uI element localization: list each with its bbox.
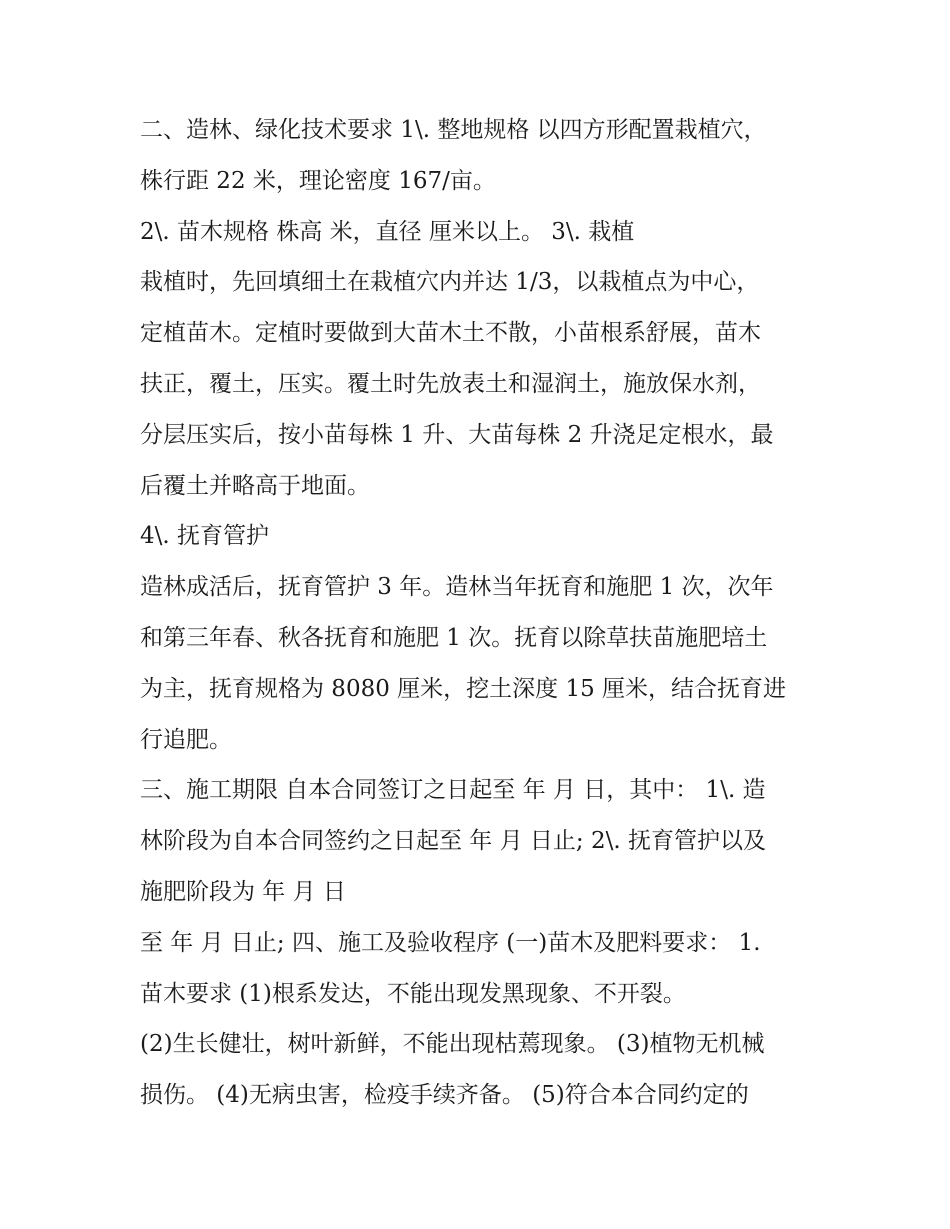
text-line: 林阶段为自本合同签约之日起至 年 月 日止; 2\. 抚育管护以及 [140,828,766,855]
document-body [140,105,820,1121]
text-line: 为主，抚育规格为 8080 厘米，挖土深度 15 厘米，结合抚育进 [140,675,787,702]
text-line: 扶正，覆土，压实。覆土时先放表土和湿润土，施放保水剂， [140,370,761,397]
text-line: 至 年 月 日止; 四、施工及验收程序 (一)苗木及肥料要求： 1. [140,929,761,956]
text-line: 后覆土并略高于地面。 [140,472,370,499]
text-line: 分层压实后，按小苗每株 1 升、大苗每株 2 升浇足定根水，最 [140,421,774,448]
text-line: 株行距 22 米，理论密度 167/亩。 [140,167,496,194]
text-line: 苗木要求 (1)根系发达，不能出现发黑现象、不开裂。 [140,980,686,1007]
text-line: 4\. 抚育管护 [140,523,270,550]
text-line: 三、施工期限 自本合同签订之日起至 年 月 日，其中： 1\. 造 [140,777,766,804]
text-line: 和第三年春、秋各抚育和施肥 1 次。抚育以除草扶苗施肥培土 [140,624,768,651]
text-line: 行追肥。 [140,726,232,753]
text-line: (2)生长健壮，树叶新鲜，不能出现枯蔫现象。 (3)植物无机械 [140,1031,765,1058]
text-line: 施肥阶段为 年 月 日 [140,878,346,905]
text-line: 二、造林、绿化技术要求 1\. 整地规格 以四方形配置栽植穴， [140,117,767,143]
text-line: 2\. 苗木规格 株高 米，直径 厘米以上。 3\. 栽植 [140,218,635,245]
text-line: 栽植时，先回填细土在栽植穴内并达 1/3，以栽植点为中心， [140,269,760,296]
text-line: 定植苗木。定植时要做到大苗木土不散，小苗根系舒展，苗木 [140,320,761,347]
text-line: 造林成活后，抚育管护 3 年。造林当年抚育和施肥 1 次，次年 [140,574,774,601]
text-line: 损伤。 (4)无病虫害，检疫手续齐备。 (5)符合本合同约定的 [140,1082,749,1109]
